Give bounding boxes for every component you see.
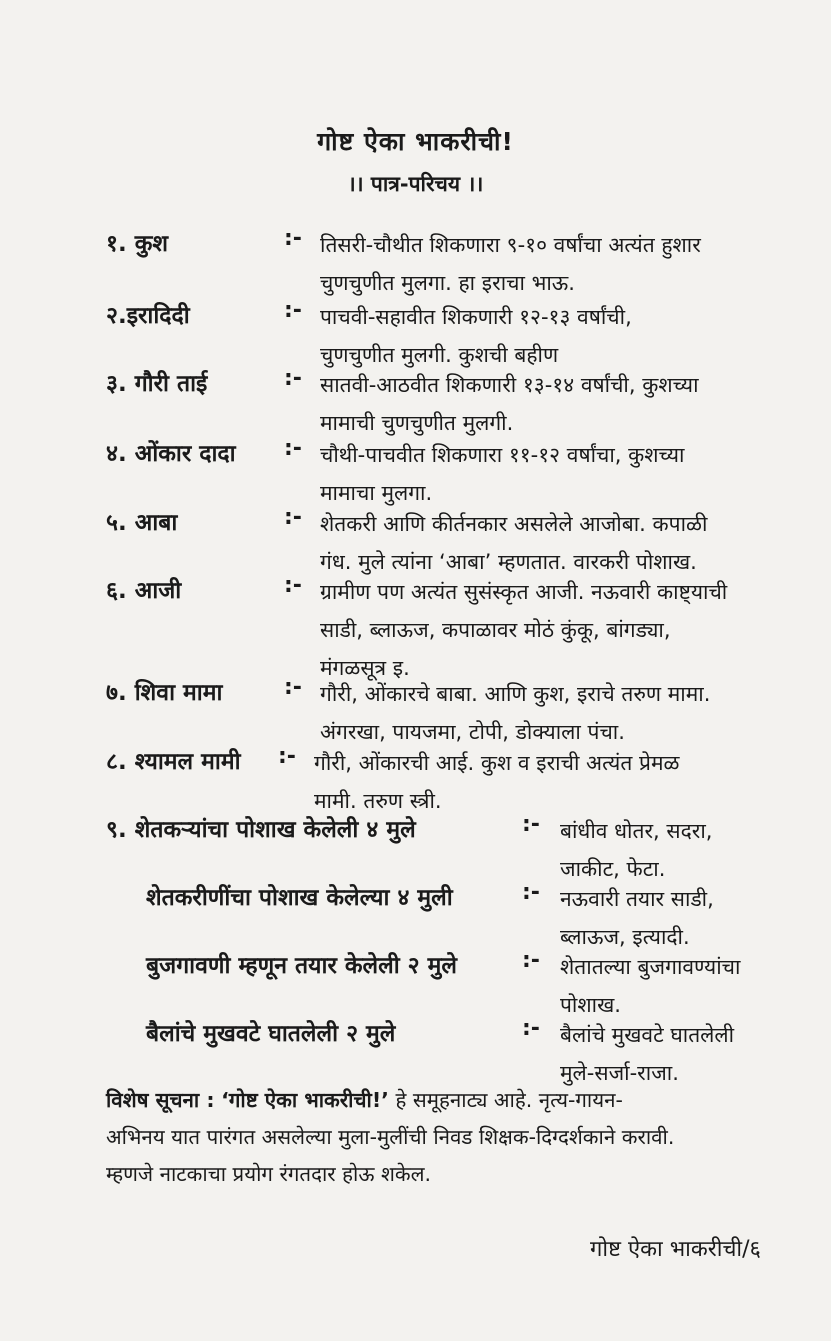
page-subtitle: ।। पात्र-परिचय ।। <box>347 172 484 196</box>
separator: :- <box>284 366 302 391</box>
character-name: ४. ओंकार दादा <box>106 441 236 467</box>
character-description: ग्रामीण पण अत्यंत सुसंस्कृत आजी. नऊवारी काष्ट्याची <box>320 580 728 604</box>
character-description: चुणचुणीत मुलगी. कुशची बहीण <box>320 343 559 367</box>
character-description: शेतकरी आणि कीर्तनकार असलेले आजोबा. कपाळी <box>320 512 708 536</box>
character-description: गौरी, ओंकारचे बाबा. आणि कुश, इराचे तरुण मामा. <box>320 682 711 706</box>
note-line-1 <box>106 1082 768 1119</box>
separator: :- <box>284 675 302 700</box>
separator: :- <box>284 298 302 323</box>
group-name: शेतकरीणींचा पोशाख केलेल्या ४ मुली <box>146 885 453 911</box>
separator: :- <box>278 744 296 769</box>
character-description: तिसरी-चौथीत शिकणारा ९-१० वर्षांचा अत्यंत हुशार <box>320 233 701 257</box>
group-name: ९. शेतकऱ्यांचा पोशाख केलेली ४ मुले <box>106 817 416 843</box>
group-description: नऊवारी तयार साडी, <box>560 887 714 911</box>
character-description: अंगरखा, पायजमा, टोपी, डोक्याला पंचा. <box>320 720 625 744</box>
note-line-3: म्हणजे नाटकाचा प्रयोग रंगतदार होऊ शकेल. <box>106 1162 432 1186</box>
separator: :- <box>522 1016 540 1041</box>
character-description: साडी, ब्लाऊज, कपाळावर मोठं कुंकू, बांगड्या, <box>320 618 671 642</box>
character-name: ८. श्यामल मामी <box>106 749 241 775</box>
character-description: पाचवी-सहावीत शिकणारी १२-१३ वर्षांची, <box>320 305 632 329</box>
note-play-name: ‘गोष्ट ऐका भाकरीची!’ <box>221 1088 389 1112</box>
character-name: ३. गौरी ताई <box>106 371 208 397</box>
separator: :- <box>522 880 540 905</box>
character-name: १. कुश <box>106 231 169 257</box>
group-name: बैलांचे मुखवटे घातलेली २ मुले <box>146 1021 396 1047</box>
group-description: ब्लाऊज, इत्यादी. <box>560 925 690 949</box>
character-description: मंगळसूत्र इ. <box>320 656 410 680</box>
group-description: पोशाख. <box>560 993 621 1017</box>
page-footer: गोष्ट ऐका भाकरीची/६ <box>590 1237 761 1262</box>
separator: :- <box>522 812 540 837</box>
note-line-2: अभिनय यात पारंगत असलेल्या मुला-मुलींची निवड शिक्षक-दिग्दर्शकाने करावी. <box>106 1125 675 1149</box>
separator: :- <box>522 948 540 973</box>
group-description: जाकीट, फेटा. <box>560 857 666 881</box>
separator: :- <box>284 436 302 461</box>
character-description: चुणचुणीत मुलगा. हा इराचा भाऊ. <box>320 271 575 295</box>
character-description: गौरी, ओंकारची आई. कुश व इराची अत्यंत प्रेमळ <box>314 751 680 775</box>
character-description: मामाचा मुलगा. <box>320 481 433 505</box>
group-description: शेतातल्या बुजगावण्यांचा <box>560 955 741 979</box>
note-label: विशेष सूचना : <box>106 1088 215 1112</box>
page-title: गोष्ट ऐका भाकरीची! <box>317 127 514 156</box>
character-description: मामी. तरुण स्त्री. <box>314 789 442 813</box>
group-description: बांधीव धोतर, सदरा, <box>560 819 713 843</box>
character-name: ६. आजी <box>106 578 182 604</box>
group-description: बैलांचे मुखवटे घातलेली <box>560 1023 735 1047</box>
separator: :- <box>284 226 302 251</box>
special-note <box>106 1082 768 1193</box>
separator: :- <box>284 505 302 530</box>
character-name: ७. शिवा मामा <box>106 680 223 706</box>
character-name: २.इरादिदी <box>106 303 190 329</box>
group-description: मुले-सर्जा-राजा. <box>560 1061 679 1085</box>
separator: :- <box>284 573 302 598</box>
group-name: बुजगावणी म्हणून तयार केलेली २ मुले <box>146 953 457 979</box>
character-description: सातवी-आठवीत शिकणारी १३-१४ वर्षांची, कुशच्या <box>320 373 699 397</box>
note-text: हे समूहनाट्य आहे. नृत्य-गायन- <box>388 1088 623 1112</box>
character-name: ५. आबा <box>106 510 178 536</box>
character-description: मामाची चुणचुणीत मुलगी. <box>320 411 514 435</box>
character-description: गंध. मुले त्यांना ‘आबा’ म्हणतात. वारकरी पोशाख. <box>320 550 697 574</box>
character-description: चौथी-पाचवीत शिकणारा ११-१२ वर्षांचा, कुशच्या <box>320 443 685 467</box>
